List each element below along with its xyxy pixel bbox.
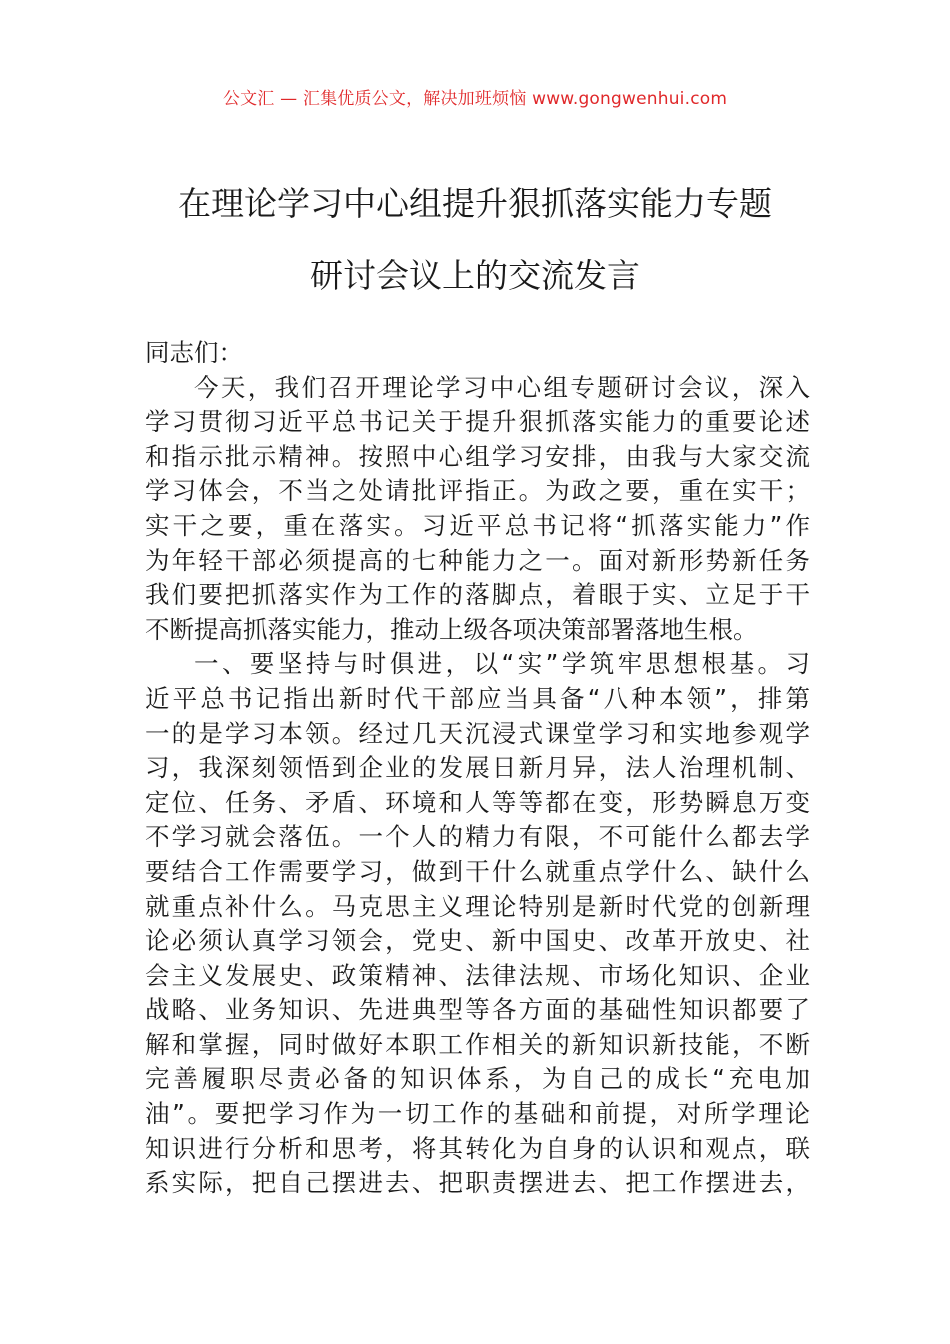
- paragraph-line: 学习体会，不当之处请批评指正。为政之要，重在实干；: [145, 476, 810, 506]
- document-title-line-1: 在理论学习中心组提升狠抓落实能力专题: [178, 184, 772, 223]
- paragraph-line: 和指示批示精神。按照中心组学习安排，由我与大家交流: [145, 441, 810, 471]
- paragraph-line: 学习贯彻习近平总书记关于提升狠抓落实能力的重要论述: [145, 407, 810, 437]
- paragraph-line: 战略、业务知识、先进典型等各方面的基础性知识都要了: [145, 995, 810, 1025]
- paragraph-line: 一的是学习本领。经过几天沉浸式课堂学习和实地参观学: [145, 718, 810, 748]
- paragraph-line: 定位、任务、矛盾、环境和人等等都在变，形势瞬息万变: [145, 787, 810, 817]
- paragraph-line: 完善履职尽责必备的知识体系，为自己的成长“充电加: [145, 1064, 810, 1094]
- paragraph-line: 习，我深刻领悟到企业的发展日新月异，法人治理机制、: [145, 753, 810, 783]
- paragraph-line: 就重点补什么。马克思主义理论特别是新时代党的创新理: [145, 891, 810, 921]
- paragraph-line: 不学习就会落伍。一个人的精力有限，不可能什么都去学: [145, 822, 810, 852]
- paragraph-line: 要结合工作需要学习，做到干什么就重点学什么、缺什么: [145, 856, 810, 886]
- salutation: 同志们：: [145, 338, 243, 367]
- document-body: [145, 336, 810, 1201]
- header-banner[interactable]: 公文汇 — 汇集优质公文，解决加班烦恼 www.gongwenhui.com: [222, 89, 728, 109]
- paragraph-line: 我们要把抓落实作为工作的落脚点，着眼于实、立足于干: [145, 580, 810, 610]
- paragraph-line: 为年轻干部必须提高的七种能力之一。面对新形势新任务: [145, 545, 810, 575]
- paragraph-line: 实干之要，重在落实。习近平总书记将“抓落实能力”作: [145, 510, 810, 540]
- paragraph-line: 解和掌握，同时做好本职工作相关的新知识新技能，不断: [145, 1029, 810, 1059]
- paragraph-line: 会主义发展史、政策精神、法律法规、市场化知识、企业: [145, 960, 810, 990]
- paragraph-line: 知识进行分析和思考，将其转化为自身的认识和观点，联: [145, 1133, 810, 1163]
- paragraph-line: 论必须认真学习领会，党史、新中国史、改革开放史、社: [145, 926, 810, 956]
- paragraph-line: 一、要坚持与时俱进，以“实”学筑牢思想根基。习: [194, 649, 810, 679]
- paragraph-line: 今天，我们召开理论学习中心组专题研讨会议，深入: [194, 372, 810, 402]
- paragraph-line: 近平总书记指出新时代干部应当具备“八种本领”，排第: [145, 683, 810, 713]
- paragraph-line: 油”。要把学习作为一切工作的基础和前提，对所学理论: [145, 1099, 810, 1129]
- document-title-line-2: 研讨会议上的交流发言: [310, 256, 640, 295]
- paragraph-line: 不断提高抓落实能力，推动上级各项决策部署落地生根。: [145, 614, 758, 644]
- paragraph-line: 系实际，把自己摆进去、把职责摆进去、把工作摆进去，: [145, 1168, 810, 1198]
